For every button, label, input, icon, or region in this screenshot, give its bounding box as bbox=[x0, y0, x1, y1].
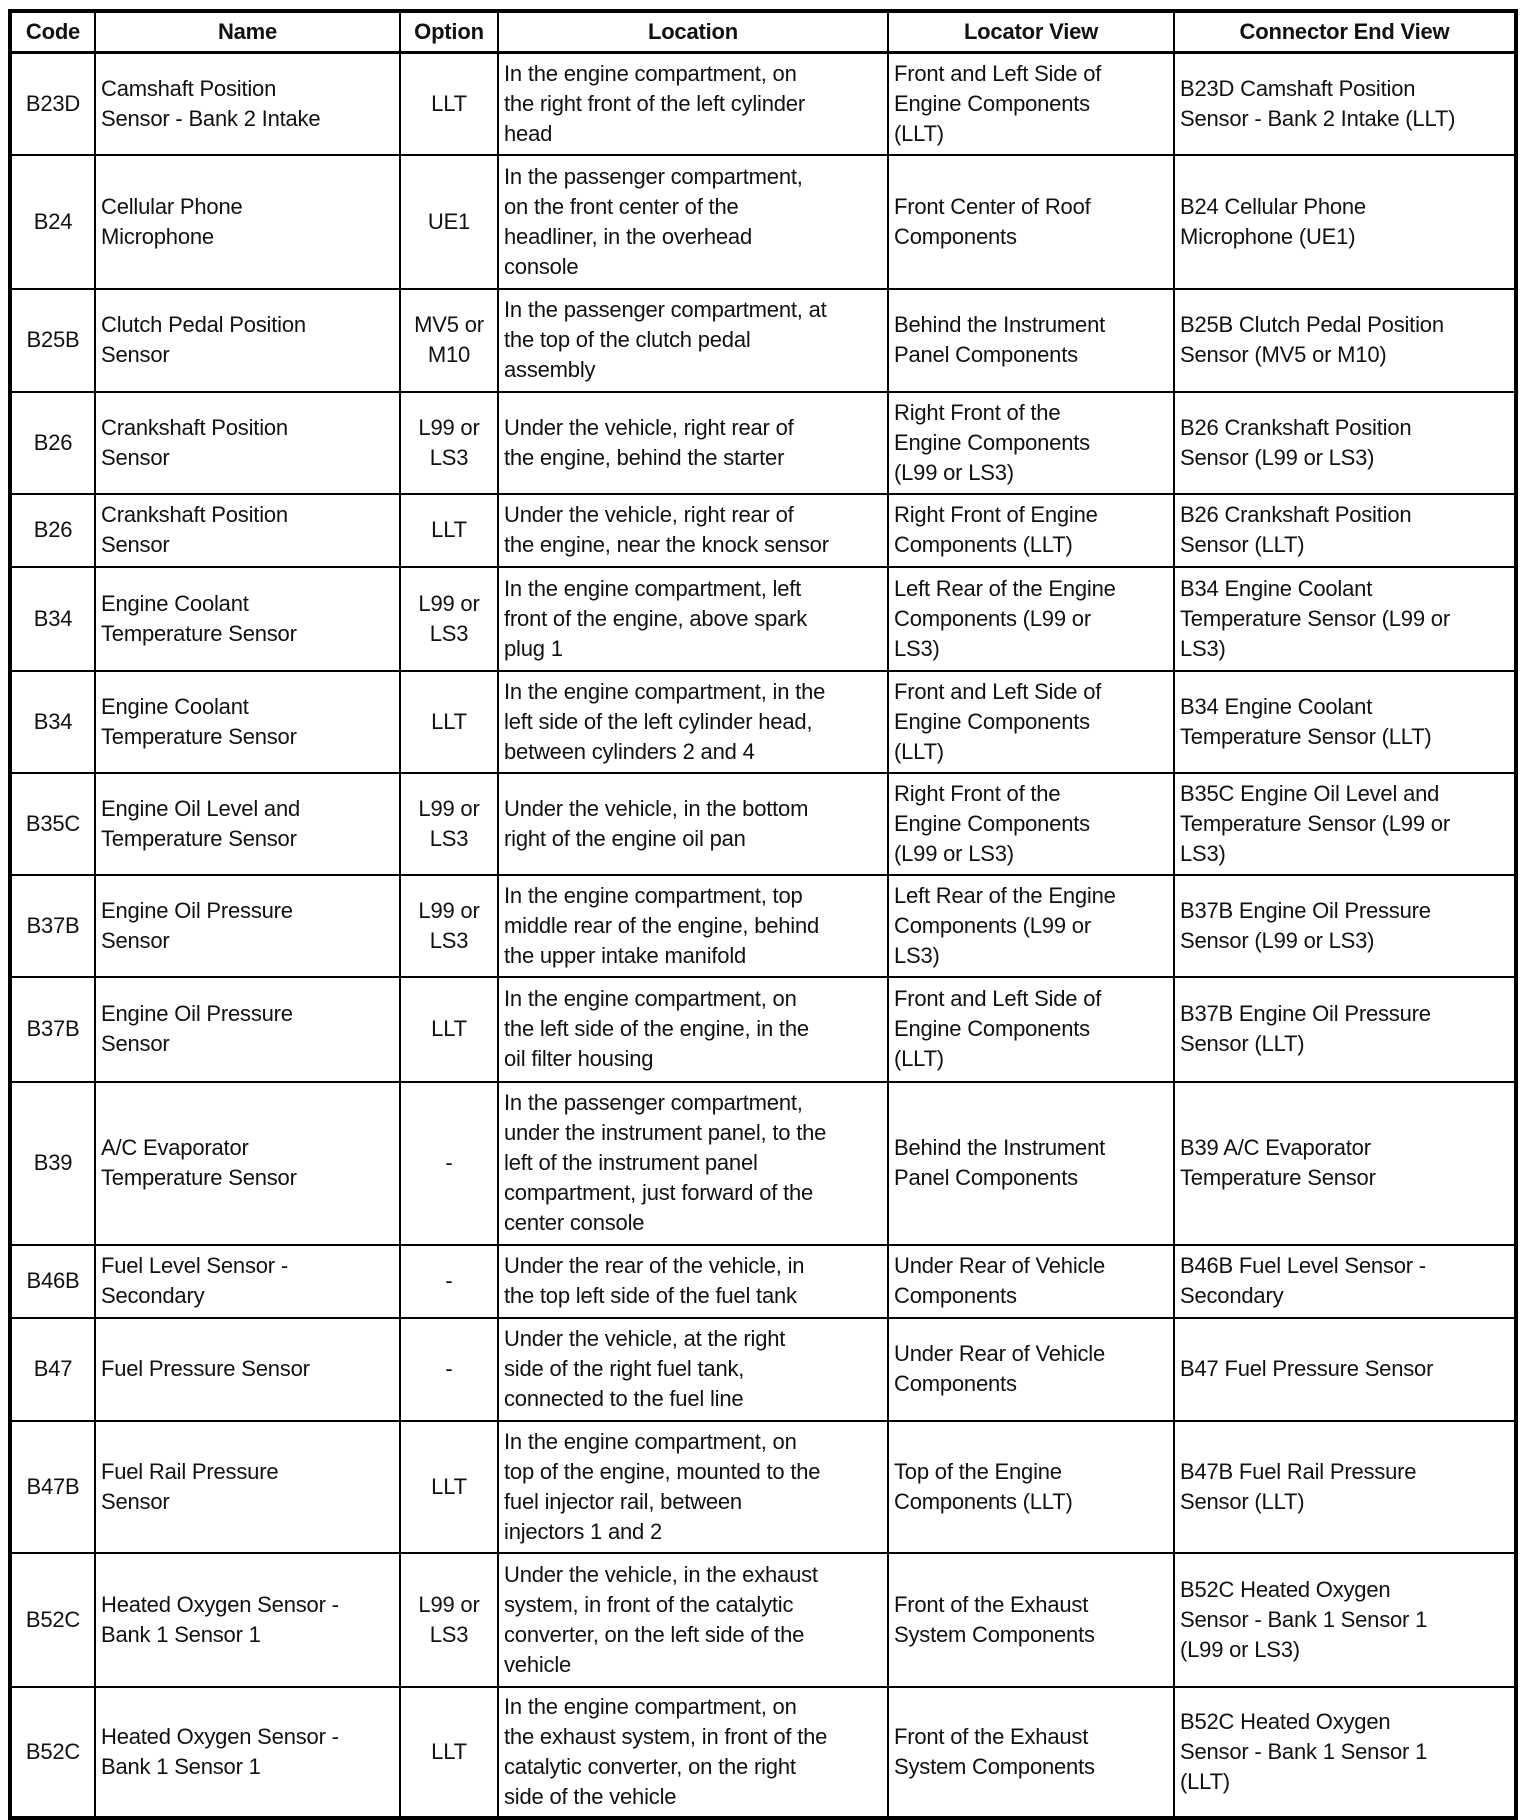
cell-name: Engine Coolant Temperature Sensor bbox=[95, 567, 400, 671]
cell-code: B34 bbox=[10, 671, 95, 773]
cell-name: Engine Oil Pressure Sensor bbox=[95, 977, 400, 1082]
cell-name: Clutch Pedal Position Sensor bbox=[95, 289, 400, 392]
cell-connector: B52C Heated Oxygen Sensor - Bank 1 Sensor 1 (L99 or LS3) bbox=[1174, 1553, 1516, 1687]
cell-location: In the engine compartment, on the left side of the engine, in the oil filter housing bbox=[498, 977, 888, 1082]
cell-locator: Front Center of Roof Components bbox=[888, 155, 1174, 289]
cell-name: Heated Oxygen Sensor - Bank 1 Sensor 1 bbox=[95, 1553, 400, 1687]
cell-option: L99 or LS3 bbox=[400, 1553, 498, 1687]
table-row bbox=[10, 1553, 1516, 1687]
cell-code: B34 bbox=[10, 567, 95, 671]
table-row bbox=[10, 977, 1516, 1082]
cell-connector: B34 Engine Coolant Temperature Sensor (L99 or LS3) bbox=[1174, 567, 1516, 671]
cell-connector: B52C Heated Oxygen Sensor - Bank 1 Sensor 1 (LLT) bbox=[1174, 1687, 1516, 1818]
component-locator-table bbox=[8, 9, 1518, 1820]
table-row bbox=[10, 53, 1516, 155]
table-row bbox=[10, 1318, 1516, 1421]
cell-code: B47 bbox=[10, 1318, 95, 1421]
cell-location: In the engine compartment, on the right front of the left cylinder head bbox=[498, 53, 888, 155]
cell-code: B47B bbox=[10, 1421, 95, 1553]
cell-location: In the engine compartment, on top of the engine, mounted to the fuel injector rail, between injectors 1 and 2 bbox=[498, 1421, 888, 1553]
table-row bbox=[10, 1245, 1516, 1318]
cell-name: A/C Evaporator Temperature Sensor bbox=[95, 1082, 400, 1245]
header-row bbox=[10, 11, 1516, 53]
table-row bbox=[10, 155, 1516, 289]
cell-connector: B39 A/C Evaporator Temperature Sensor bbox=[1174, 1082, 1516, 1245]
cell-code: B37B bbox=[10, 977, 95, 1082]
cell-connector: B25B Clutch Pedal Position Sensor (MV5 or M10) bbox=[1174, 289, 1516, 392]
cell-code: B23D bbox=[10, 53, 95, 155]
cell-locator: Under Rear of Vehicle Components bbox=[888, 1318, 1174, 1421]
cell-locator: Right Front of the Engine Components (L99 or LS3) bbox=[888, 773, 1174, 875]
cell-code: B46B bbox=[10, 1245, 95, 1318]
cell-connector: B47B Fuel Rail Pressure Sensor (LLT) bbox=[1174, 1421, 1516, 1553]
cell-code: B37B bbox=[10, 875, 95, 977]
cell-option: LLT bbox=[400, 494, 498, 567]
cell-location: In the passenger compartment, at the top of the clutch pedal assembly bbox=[498, 289, 888, 392]
cell-name: Engine Oil Level and Temperature Sensor bbox=[95, 773, 400, 875]
cell-option: LLT bbox=[400, 1687, 498, 1818]
cell-locator: Front and Left Side of Engine Components (LLT) bbox=[888, 671, 1174, 773]
cell-locator: Under Rear of Vehicle Components bbox=[888, 1245, 1174, 1318]
cell-code: B25B bbox=[10, 289, 95, 392]
cell-code: B26 bbox=[10, 494, 95, 567]
cell-option: L99 or LS3 bbox=[400, 773, 498, 875]
cell-locator: Right Front of Engine Components (LLT) bbox=[888, 494, 1174, 567]
cell-name: Crankshaft Position Sensor bbox=[95, 392, 400, 494]
header-locator-view: Locator View bbox=[888, 11, 1174, 53]
table-row bbox=[10, 289, 1516, 392]
cell-code: B39 bbox=[10, 1082, 95, 1245]
cell-locator: Front of the Exhaust System Components bbox=[888, 1553, 1174, 1687]
cell-name: Heated Oxygen Sensor - Bank 1 Sensor 1 bbox=[95, 1687, 400, 1818]
cell-option: LLT bbox=[400, 977, 498, 1082]
cell-code: B52C bbox=[10, 1687, 95, 1818]
cell-name: Fuel Level Sensor - Secondary bbox=[95, 1245, 400, 1318]
cell-option: L99 or LS3 bbox=[400, 875, 498, 977]
cell-locator: Top of the Engine Components (LLT) bbox=[888, 1421, 1174, 1553]
cell-location: In the engine compartment, left front of the engine, above spark plug 1 bbox=[498, 567, 888, 671]
cell-name: Fuel Rail Pressure Sensor bbox=[95, 1421, 400, 1553]
table-row bbox=[10, 567, 1516, 671]
cell-code: B24 bbox=[10, 155, 95, 289]
cell-option: LLT bbox=[400, 53, 498, 155]
cell-location: Under the rear of the vehicle, in the top left side of the fuel tank bbox=[498, 1245, 888, 1318]
cell-location: Under the vehicle, in the bottom right of the engine oil pan bbox=[498, 773, 888, 875]
table-row bbox=[10, 671, 1516, 773]
cell-connector: B37B Engine Oil Pressure Sensor (L99 or LS3) bbox=[1174, 875, 1516, 977]
cell-location: In the engine compartment, top middle rear of the engine, behind the upper intake manifold bbox=[498, 875, 888, 977]
cell-name: Cellular Phone Microphone bbox=[95, 155, 400, 289]
cell-name: Fuel Pressure Sensor bbox=[95, 1318, 400, 1421]
cell-location: In the passenger compartment, on the front center of the headliner, in the overhead console bbox=[498, 155, 888, 289]
header-name: Name bbox=[95, 11, 400, 53]
cell-option: L99 or LS3 bbox=[400, 567, 498, 671]
table-row bbox=[10, 494, 1516, 567]
header-code: Code bbox=[10, 11, 95, 53]
cell-connector: B47 Fuel Pressure Sensor bbox=[1174, 1318, 1516, 1421]
cell-option: MV5 or M10 bbox=[400, 289, 498, 392]
cell-code: B35C bbox=[10, 773, 95, 875]
cell-code: B52C bbox=[10, 1553, 95, 1687]
table-row bbox=[10, 1421, 1516, 1553]
cell-connector: B26 Crankshaft Position Sensor (L99 or LS3) bbox=[1174, 392, 1516, 494]
cell-option: - bbox=[400, 1245, 498, 1318]
cell-option: - bbox=[400, 1082, 498, 1245]
cell-locator: Left Rear of the Engine Components (L99 or LS3) bbox=[888, 875, 1174, 977]
cell-connector: B34 Engine Coolant Temperature Sensor (LLT) bbox=[1174, 671, 1516, 773]
cell-option: - bbox=[400, 1318, 498, 1421]
cell-location: Under the vehicle, right rear of the engine, behind the starter bbox=[498, 392, 888, 494]
cell-location: In the engine compartment, on the exhaust system, in front of the catalytic converter, on the right side of the vehicle bbox=[498, 1687, 888, 1818]
cell-connector: B35C Engine Oil Level and Temperature Sensor (L99 or LS3) bbox=[1174, 773, 1516, 875]
cell-connector: B46B Fuel Level Sensor - Secondary bbox=[1174, 1245, 1516, 1318]
cell-option: UE1 bbox=[400, 155, 498, 289]
cell-locator: Front and Left Side of Engine Components (LLT) bbox=[888, 53, 1174, 155]
cell-name: Engine Coolant Temperature Sensor bbox=[95, 671, 400, 773]
cell-name: Crankshaft Position Sensor bbox=[95, 494, 400, 567]
cell-location: Under the vehicle, right rear of the engine, near the knock sensor bbox=[498, 494, 888, 567]
cell-connector: B26 Crankshaft Position Sensor (LLT) bbox=[1174, 494, 1516, 567]
table-row bbox=[10, 875, 1516, 977]
cell-connector: B37B Engine Oil Pressure Sensor (LLT) bbox=[1174, 977, 1516, 1082]
table-row bbox=[10, 392, 1516, 494]
table-row bbox=[10, 1687, 1516, 1818]
cell-option: LLT bbox=[400, 671, 498, 773]
cell-code: B26 bbox=[10, 392, 95, 494]
cell-locator: Right Front of the Engine Components (L99 or LS3) bbox=[888, 392, 1174, 494]
cell-locator: Behind the Instrument Panel Components bbox=[888, 1082, 1174, 1245]
header-location: Location bbox=[498, 11, 888, 53]
cell-locator: Left Rear of the Engine Components (L99 or LS3) bbox=[888, 567, 1174, 671]
cell-name: Engine Oil Pressure Sensor bbox=[95, 875, 400, 977]
cell-location: In the passenger compartment, under the instrument panel, to the left of the instrument panel compartment, just forward of the center console bbox=[498, 1082, 888, 1245]
cell-locator: Front and Left Side of Engine Components (LLT) bbox=[888, 977, 1174, 1082]
header-connector-end-view: Connector End View bbox=[1174, 11, 1516, 53]
cell-location: Under the vehicle, in the exhaust system, in front of the catalytic converter, on the left side of the vehicle bbox=[498, 1553, 888, 1687]
cell-connector: B23D Camshaft Position Sensor - Bank 2 Intake (LLT) bbox=[1174, 53, 1516, 155]
table-body bbox=[10, 53, 1516, 1818]
cell-location: In the engine compartment, in the left side of the left cylinder head, between cylinders 2 and 4 bbox=[498, 671, 888, 773]
table-row bbox=[10, 1082, 1516, 1245]
header-option: Option bbox=[400, 11, 498, 53]
cell-locator: Behind the Instrument Panel Components bbox=[888, 289, 1174, 392]
cell-connector: B24 Cellular Phone Microphone (UE1) bbox=[1174, 155, 1516, 289]
cell-name: Camshaft Position Sensor - Bank 2 Intake bbox=[95, 53, 400, 155]
table-row bbox=[10, 773, 1516, 875]
cell-location: Under the vehicle, at the right side of the right fuel tank, connected to the fuel line bbox=[498, 1318, 888, 1421]
cell-option: LLT bbox=[400, 1421, 498, 1553]
cell-locator: Front of the Exhaust System Components bbox=[888, 1687, 1174, 1818]
cell-option: L99 or LS3 bbox=[400, 392, 498, 494]
